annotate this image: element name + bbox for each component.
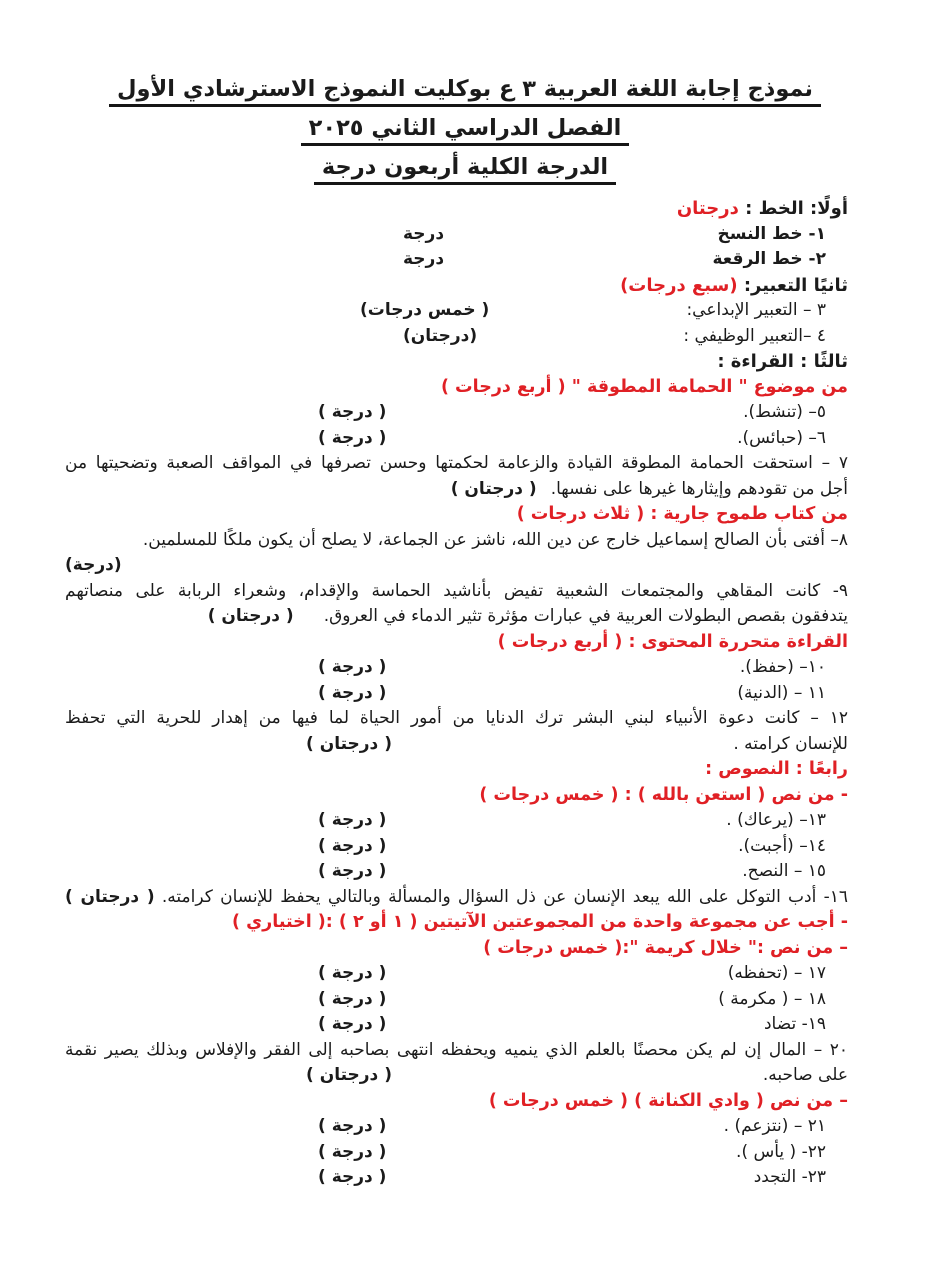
score-value: درجة — [403, 249, 445, 269]
answer-item-4 — [65, 324, 848, 350]
section-header-handwriting — [65, 196, 848, 222]
answer-text: للإنسان كرامته . — [733, 733, 848, 754]
answer-text: ١٥ – النصح. — [742, 861, 826, 881]
subsection-title: القراءة متحررة المحتوى : ( أربع درجات ) — [497, 631, 848, 652]
answer-text: ٩- كانت المقاهي والمجتمعات الشعبية تفيض بأناشيد الحماسة والإقدام، وشعراء الربابة على منصاتهم — [65, 580, 848, 601]
score-value: ( درجة ) — [318, 861, 387, 881]
subsection-title: من موضوع " الحمامة المطوقة " ( أربع درجات ) — [440, 376, 848, 397]
document-title — [0, 70, 930, 109]
answer-text: ٦– (حبائس). — [737, 427, 826, 448]
answer-item-12-line2 — [65, 732, 848, 758]
answer-item-7-line2 — [65, 477, 848, 503]
answer-text: ١٩- تضاد — [763, 1014, 826, 1034]
answer-item-14 — [65, 834, 848, 860]
answer-key-body — [65, 196, 848, 1191]
answer-item-20-line1 — [65, 1038, 848, 1064]
score-value: ( درجة ) — [318, 988, 387, 1009]
answer-item-16 — [65, 885, 848, 911]
answer-item-19 — [65, 1012, 848, 1038]
answer-text: ١٢ – كانت دعوة الأنبياء لبني البشر ترك الدنايا من أمور الحياة لما فيها من إهدار للحرية التي تحفظ — [65, 708, 848, 728]
subsection-title: من كتاب طموح جارية : ( ثلاث درجات ) — [516, 504, 848, 524]
total-mark-text: الدرجة الكلية أربعون درجة — [314, 154, 616, 185]
answer-item-18 — [65, 987, 848, 1013]
subsection-ringed-dove — [65, 375, 848, 401]
subsection-free-reading — [65, 630, 848, 656]
score-value: درجة — [403, 223, 445, 244]
score-value: ( درجة ) — [318, 835, 387, 856]
answer-item-12-line1 — [65, 706, 848, 732]
answer-item-2 — [65, 247, 848, 273]
answer-item-15 — [65, 859, 848, 885]
answer-item-6 — [65, 426, 848, 452]
subsection-tumooh-jariya — [65, 502, 848, 528]
document-subtitle-term — [0, 109, 930, 148]
section-score: (سبع درجات) — [620, 274, 738, 296]
answer-text: ٢١ – (نتزعم) . — [723, 1116, 826, 1136]
answer-text: ١٣– (يرعاك) . — [726, 810, 826, 830]
answer-text: أجل من تقودهم وإيثارها غيرها على نفسها. — [550, 478, 848, 499]
score-value: (درجتان) — [403, 325, 478, 346]
instruction-text: - أجب عن مجموعة واحدة من المجموعتين الآتيتين ( ١ أو ٢ ) :( اختياري ) — [232, 912, 848, 932]
subtitle-text: الفصل الدراسي الثاني ٢٠٢٥ — [301, 115, 630, 146]
score-value: ( درجتان ) — [306, 1065, 392, 1085]
answer-item-17 — [65, 961, 848, 987]
subsection-title: – من نص :" خلال كريمة ":( خمس درجات ) — [483, 937, 848, 958]
answer-item-9-line1 — [65, 579, 848, 605]
answer-text: يتدفقون بقصص البطولات العربية في عبارات مؤثرة تثير الدماء في العروق. — [323, 606, 848, 626]
answer-item-9-line2 — [65, 604, 848, 630]
answer-text: ٢٣- التجدد — [753, 1167, 826, 1187]
answer-item-8-line1 — [65, 528, 848, 554]
answer-item-5 — [65, 400, 848, 426]
answer-item-1 — [65, 222, 848, 248]
section-title: رابعًا : النصوص : — [705, 759, 848, 779]
score-value: ( درجة ) — [318, 427, 387, 448]
subsection-istaen-billah — [65, 783, 848, 809]
answer-text: ١- خط النسخ — [717, 223, 826, 244]
answer-item-8-score-line — [65, 553, 848, 579]
answer-text: على صاحبه. — [762, 1065, 848, 1085]
answer-text: ١٠– (حفظ). — [739, 657, 826, 677]
score-value: ( درجة ) — [318, 1167, 387, 1187]
score-value: ( درجتان ) — [65, 886, 155, 907]
score-value: ( خمس درجات) — [360, 300, 490, 320]
answer-text: ٣ – التعبير الإبداعي: — [686, 300, 826, 320]
answer-text: ١٦- أدب التوكل على الله يبعد الإنسان عن ذل السؤال والمسألة وبالتالي يحفظ للإنسان كرامته. — [161, 886, 848, 907]
score-value: ( درجة ) — [318, 810, 387, 830]
document-title-block — [0, 0, 930, 187]
answer-item-20-line2 — [65, 1063, 848, 1089]
answer-item-10 — [65, 655, 848, 681]
score-value: ( درجتان ) — [450, 478, 537, 499]
answer-text: ٥– (تنشط). — [743, 402, 826, 422]
section-title: ثانيًا التعبير: — [737, 274, 848, 296]
section-score: درجتان — [676, 198, 739, 219]
score-value: ( درجة ) — [318, 657, 387, 677]
answer-item-3 — [65, 298, 848, 324]
score-value: ( درجة ) — [318, 1014, 387, 1034]
subsection-khilal-karima — [65, 936, 848, 962]
answer-item-7-line1 — [65, 451, 848, 477]
answer-item-13 — [65, 808, 848, 834]
answer-text: ١٤– (أجبت). — [738, 835, 826, 856]
answer-item-23 — [65, 1165, 848, 1191]
answer-text: ٢٠ – المال إن لم يكن محصنًا بالعلم الذي ينميه ويحفظه انتهى بصاحبه إلى الفقر والإفلاس وبذلك يصير نقمة — [65, 1039, 848, 1060]
answer-text: ٨– أفتى بأن الصالح إسماعيل خارج عن دين الله، ناشز عن الجماعة، لا يصلح أن يكون ملكًا للمسلمين. — [142, 529, 848, 550]
answer-item-11 — [65, 681, 848, 707]
section-title: أولًا: الخط : — [738, 198, 848, 219]
score-value: ( درجة ) — [318, 682, 387, 703]
subsection-wadi-alkinana — [65, 1089, 848, 1115]
section-header-reading — [65, 349, 848, 375]
answer-text: ٤ –التعبير الوظيفي : — [683, 325, 826, 346]
score-value: ( درجة ) — [318, 402, 387, 422]
section-header-texts — [65, 757, 848, 783]
instruction-choose-one-group — [65, 910, 848, 936]
score-value: ( درجة ) — [318, 963, 387, 983]
document-subtitle-total-mark — [0, 148, 930, 187]
answer-text: ٢٢- ( يأس ). — [736, 1141, 826, 1162]
title-text: نموذج إجابة اللغة العربية ٣ ع بوكليت النموذج الاسترشادي الأول — [109, 76, 821, 107]
answer-item-21 — [65, 1114, 848, 1140]
answer-text: ١٧ – (تحفظه) — [727, 963, 826, 983]
score-value: ( درجة ) — [318, 1116, 387, 1136]
subsection-title: - من نص ( استعن بالله ) : ( خمس درجات ) — [479, 784, 848, 805]
section-header-expression — [65, 273, 848, 299]
answer-item-22 — [65, 1140, 848, 1166]
subsection-title: – من نص ( وادي الكنانة ) ( خمس درجات ) — [488, 1090, 848, 1111]
score-value: (درجة) — [65, 555, 122, 575]
answer-text: ١٨ – ( مكرمة ) — [718, 988, 826, 1009]
score-value: ( درجتان ) — [306, 733, 392, 754]
answer-text: ١١ – (الدنية) — [737, 682, 826, 703]
answer-text: ٧ – استحقت الحمامة المطوقة القيادة والزعامة لحكمتها وحسن تصرفها في المواقف الصعبة وتضحيتها من — [65, 453, 848, 473]
score-value: ( درجتان ) — [207, 606, 294, 626]
answer-text: ٢- خط الرقعة — [712, 249, 826, 269]
score-value: ( درجة ) — [318, 1141, 387, 1162]
section-title: ثالثًا : القراءة : — [717, 351, 848, 372]
